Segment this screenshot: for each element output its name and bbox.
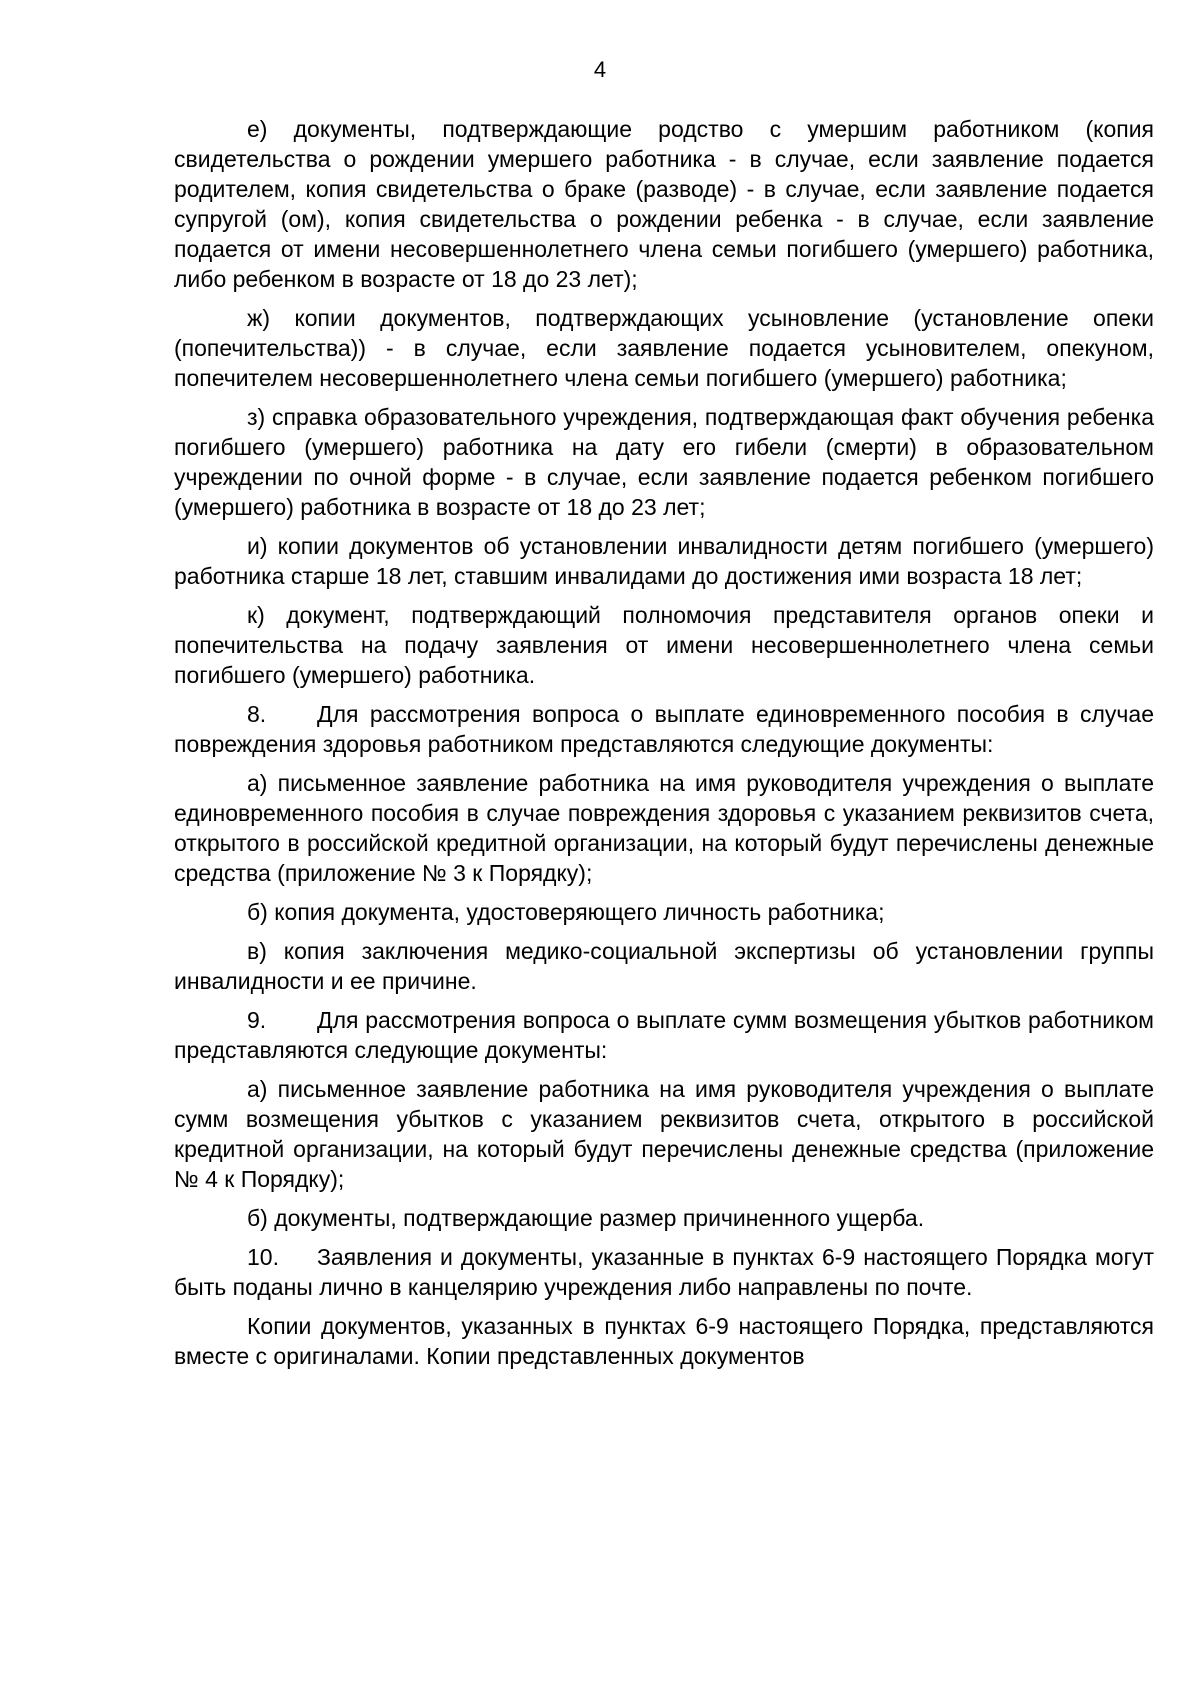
paragraph-i <box>174 531 1154 591</box>
paragraph-text: Заявления и документы, указанные в пунктах 6-9 настоящего Порядка могут быть поданы лично в канцелярию учреждения либо направлены по почте. <box>174 1244 1154 1300</box>
paragraph-text: Копии документов, указанных в пунктах 6-9 настоящего Порядка, представляются вместе с оригиналами. Копии представленных документов <box>174 1313 1154 1369</box>
paragraph-text: б) копия документа, удостоверяющего личность работника; <box>247 899 885 925</box>
paragraph-8b <box>174 897 1154 927</box>
paragraph-text: Для рассмотрения вопроса о выплате единовременного пособия в случае повреждения здоровья работником представляются следующие документы: <box>174 701 1154 757</box>
paragraph-z <box>174 402 1154 522</box>
paragraph-text: е) документы, подтверждающие родство с умершим работником (копия свидетельства о рождении умершего работника - в случае, если заявление подается родителем, копия свидетельства о браке (разводе) - в случае, если заявление подается супругой (ом), копия свидетельства о рождении ребенка - в случае, если заявление подается от имени несовершеннолетнего члена семьи погибшего (умершего) работника, либо ребенком в возрасте от 18 до 23 лет); <box>174 116 1154 292</box>
clause-number: 10. <box>247 1244 279 1270</box>
paragraph-text: ж) копии документов, подтверждающих усыновление (установление опеки (попечительства)) - в случае, если заявление подается усыновителем, опекуном, попечителем несовершеннолетнего члена семьи погибшего (умершего) работника; <box>174 305 1154 391</box>
clause-number: 8. <box>247 701 267 727</box>
clause-10 <box>174 1242 1154 1302</box>
paragraph-text: к) документ, подтверждающий полномочия представителя органов опеки и попечительства на подачу заявления от имени несовершеннолетнего члена семьи погибшего (умершего) работника. <box>174 602 1154 688</box>
clause-number: 9. <box>247 1007 267 1033</box>
paragraph-10-continued <box>174 1311 1154 1371</box>
paragraph-text: з) справка образовательного учреждения, подтверждающая факт обучения ребенка погибшего (умершего) работника на дату его гибели (смерти) в образовательном учреждении по очной форме - в случае, если заявление подается ребенком погибшего (умершего) работника в возрасте от 18 до 23 лет; <box>174 404 1154 520</box>
paragraph-zh <box>174 303 1154 393</box>
paragraph-text: а) письменное заявление работника на имя руководителя учреждения о выплате сумм возмещения убытков с указанием реквизитов счета, открытого в российской кредитной организации, на который будут перечислены денежные средства (приложение № 4 к Порядку); <box>174 1076 1154 1192</box>
paragraph-text: б) документы, подтверждающие размер причиненного ущерба. <box>247 1205 925 1231</box>
page-number: 4 <box>593 57 607 82</box>
document-body <box>174 114 1154 1380</box>
paragraph-9a <box>174 1074 1154 1194</box>
paragraph-text: Для рассмотрения вопроса о выплате сумм возмещения убытков работником представляются следующие документы: <box>174 1007 1154 1063</box>
paragraph-9b <box>174 1203 1154 1233</box>
paragraph-text: а) письменное заявление работника на имя руководителя учреждения о выплате единовременного пособия в случае повреждения здоровья с указанием реквизитов счета, открытого в российской кредитной организации, на который будут перечислены денежные средства (приложение № 3 к Порядку); <box>174 770 1154 886</box>
paragraph-8v <box>174 936 1154 996</box>
clause-8 <box>174 699 1154 759</box>
paragraph-k <box>174 600 1154 690</box>
paragraph-text: и) копии документов об установлении инвалидности детям погибшего (умершего) работника старше 18 лет, ставшим инвалидами до достижения ими возраста 18 лет; <box>174 533 1154 589</box>
paragraph-text: в) копия заключения медико-социальной экспертизы об установлении группы инвалидности и ее причине. <box>174 938 1154 994</box>
paragraph-8a <box>174 768 1154 888</box>
clause-9 <box>174 1005 1154 1065</box>
paragraph-e <box>174 114 1154 294</box>
